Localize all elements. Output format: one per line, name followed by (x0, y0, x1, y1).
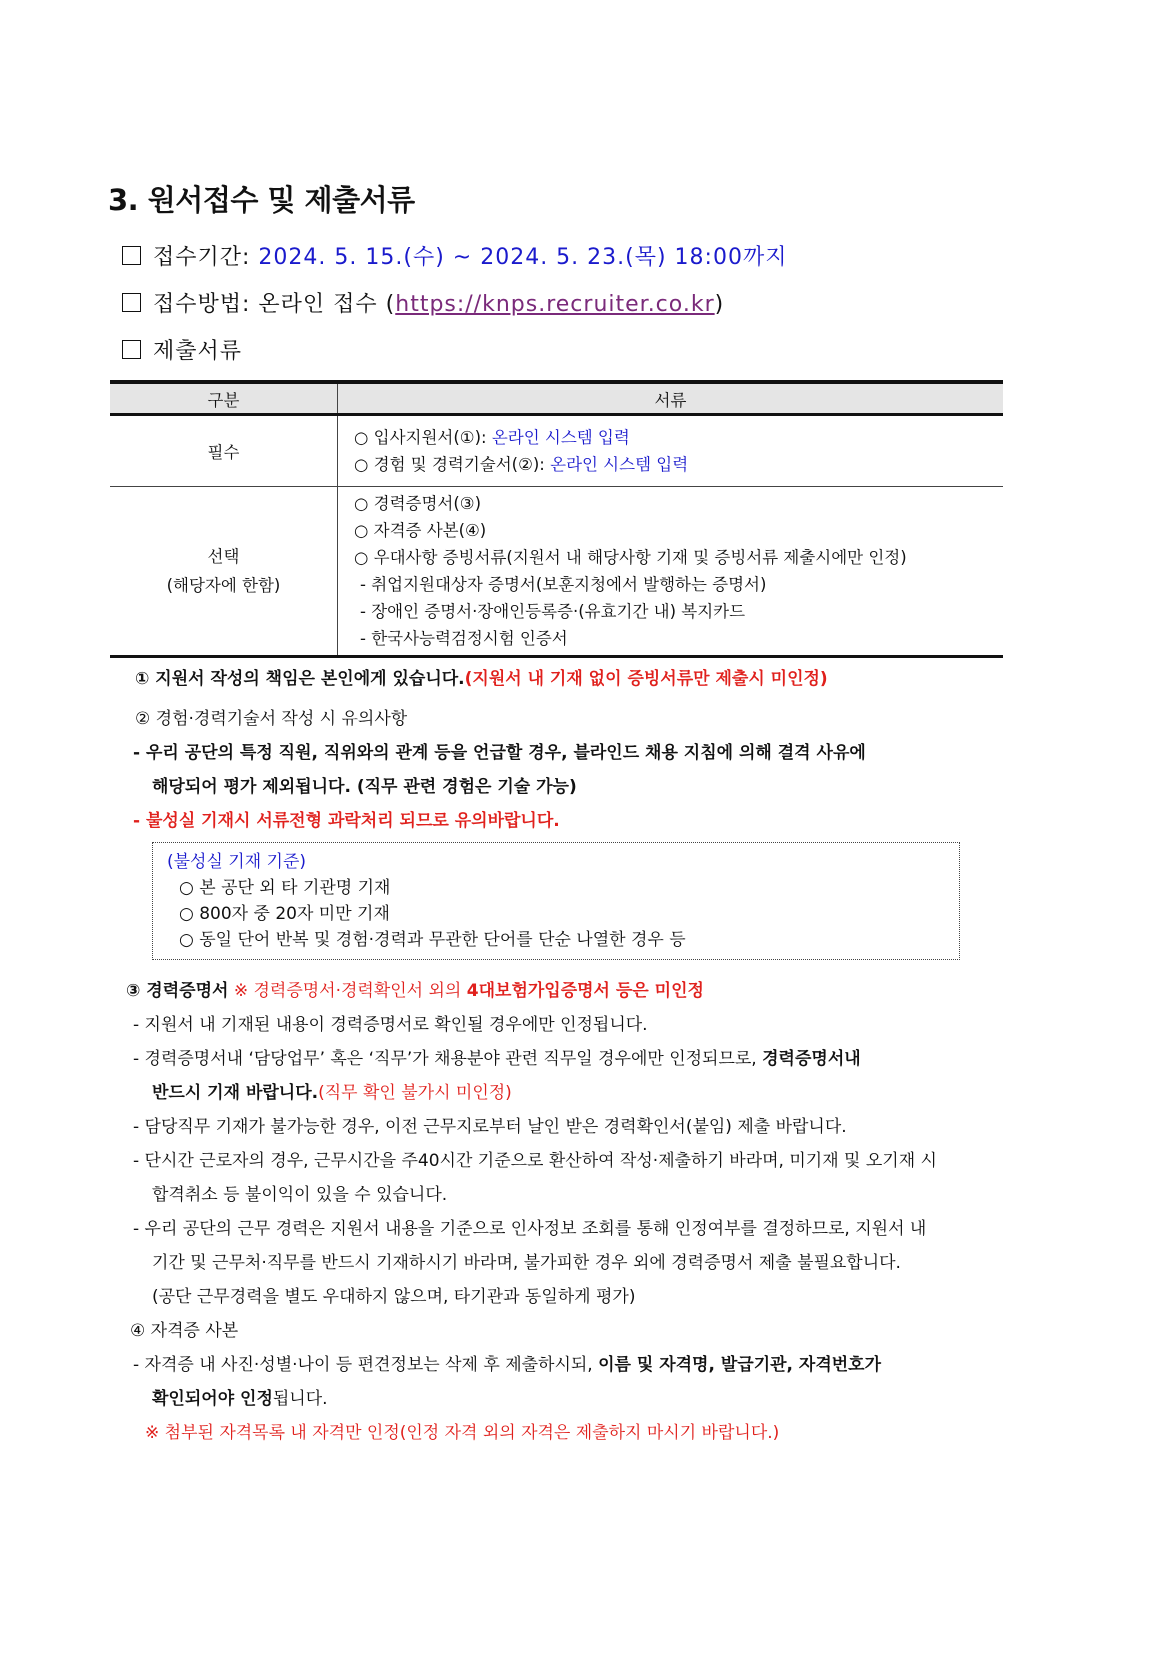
table-row (110, 415, 1003, 487)
note-line: - 우리 공단의 근무 경력은 지원서 내용을 기준으로 인사정보 조회를 통해 인정여부를 결정하므로, 지원서 내 (133, 1219, 927, 1239)
note-warning: (직무 확인 불가시 미인정) (318, 1083, 512, 1103)
note-line (133, 1348, 1020, 1382)
doc-item: - 한국사능력검정시험 인증서 (360, 629, 568, 648)
docs-line (122, 328, 1170, 375)
note-warning: ※ 경력증명서·경력확인서 외의 (233, 981, 467, 1001)
method-line (122, 281, 1170, 328)
note-warning-bold: 4대보험가입증명서 등은 미인정 (466, 981, 704, 1001)
note-3-title (126, 974, 1020, 1008)
doc-item (354, 451, 999, 478)
note-text: - 자격증 내 사진·성별·나이 등 편견정보는 삭제 후 제출하시되, (133, 1355, 599, 1375)
doc-item (354, 424, 999, 451)
doc-item: - 취업지원대상자 증명서(보훈지청에서 발행하는 증명서) (360, 575, 767, 594)
header-category: 구분 (110, 382, 338, 415)
note-line: - 단시간 근로자의 경우, 근무시간을 주40시간 기준으로 환산하여 작성·제출하기 바라며, 미기재 및 오기재 시 (133, 1151, 937, 1171)
note-line: 합격취소 등 불이익이 있을 수 있습니다. (152, 1185, 448, 1205)
note-text: - 경력증명서내 ‘담당업무’ 혹은 ‘직무’가 채용분야 관련 직무일 경우에만 인정되므로, (133, 1049, 763, 1069)
category-label: 선택 (207, 547, 240, 566)
note-line: 기간 및 근무처·직무를 반드시 기재하시기 바라며, 불가피한 경우 외에 경력증명서 제출 불필요합니다. (152, 1253, 901, 1273)
checkbox-square-icon (122, 293, 141, 312)
note-text: 됩니다. (272, 1389, 328, 1409)
note-line: - 우리 공단의 특정 직원, 직위와의 관계 등을 언급할 경우, 블라인드 채용 지침에 의해 결격 사유에 (133, 743, 866, 763)
note-bold: 경력증명서내 (762, 1049, 861, 1069)
note-4-title: ④ 자격증 사본 (130, 1321, 239, 1341)
header-documents: 서류 (338, 382, 1004, 415)
box-item: ○ 본 공단 외 타 기관명 기재 (179, 878, 391, 898)
doc-text: ○ 입사지원서(①): (354, 428, 492, 447)
box-item: ○ 800자 중 20자 미만 기재 (179, 904, 390, 924)
doc-text: ○ 경험 및 경력기술서(②): (354, 455, 551, 474)
documents-cell (338, 487, 1004, 657)
doc-item: ○ 경력증명서(③) (354, 494, 482, 513)
note-bold: 이름 및 자격명, 발급기관, 자격번호가 (598, 1355, 882, 1375)
category-cell (110, 487, 338, 657)
note-text: ① 지원서 작성의 책임은 본인에게 있습니다. (135, 669, 465, 689)
doc-item: ○ 우대사항 증빙서류(지원서 내 해당사항 기재 및 증빙서류 제출시에만 인정) (354, 548, 907, 567)
table-header (110, 382, 1003, 415)
docs-label: 제출서류 (153, 339, 243, 364)
box-title: (불성실 기재 기준) (167, 852, 307, 872)
note-2-title: ② 경험·경력기술서 작성 시 유의사항 (135, 709, 408, 729)
doc-item: - 장애인 증명서·장애인등록증·(유효기간 내) 복지카드 (360, 602, 746, 621)
note-warning: (지원서 내 기재 없이 증빙서류만 제출시 미인정) (464, 669, 828, 689)
category-sublabel: (해당자에 한함) (166, 576, 281, 595)
period-value: 2024. 5. 15.(수) ~ 2024. 5. 23.(목) 18:00까지 (258, 245, 788, 270)
note-line: - 담당직무 기재가 불가능한 경우, 이전 근무지로부터 날인 받은 경력확인서(붙임) 제출 바랍니다. (133, 1117, 847, 1137)
section-title: 3. 원서접수 및 제출서류 (108, 183, 415, 217)
checkbox-square-icon (122, 340, 141, 359)
insincere-criteria-box (152, 842, 960, 960)
note-line (152, 1076, 1020, 1110)
period-label: 접수기간: (153, 245, 251, 270)
documents-cell (338, 415, 1004, 487)
doc-item: ○ 자격증 사본(④) (354, 521, 487, 540)
note-line: 해당되어 평가 제외됩니다. (직무 관련 경험은 기술 가능) (152, 777, 577, 797)
box-item: ○ 동일 단어 반복 및 경험·경력과 무관한 단어를 단순 나열한 경우 등 (179, 930, 686, 950)
period-line (122, 234, 1170, 281)
method-close: ) (714, 292, 725, 317)
checkbox-square-icon (122, 246, 141, 265)
note-title: ③ 경력증명서 (126, 981, 229, 1001)
doc-accent: 온라인 시스템 입력 (550, 455, 689, 474)
note-line (152, 1382, 1020, 1416)
note-1 (135, 662, 1020, 696)
note-bold: 반드시 기재 바랍니다. (152, 1083, 319, 1103)
recruit-link[interactable]: https://knps.recruiter.co.kr (395, 292, 715, 317)
doc-accent: 온라인 시스템 입력 (491, 428, 630, 447)
note-line (133, 1042, 1020, 1076)
note-warning: ※ 첨부된 자격목록 내 자격만 인정(인정 자격 외의 자격은 제출하지 마시기 바랍니다.) (145, 1423, 780, 1443)
note-line: - 지원서 내 기재된 내용이 경력증명서로 확인될 경우에만 인정됩니다. (133, 1015, 648, 1035)
table-row (110, 487, 1003, 657)
note-warning: - 불성실 기재시 서류전형 과락처리 되므로 유의바랍니다. (133, 811, 560, 831)
category-cell: 필수 (110, 415, 338, 487)
method-label: 접수방법: 온라인 접수 ( (153, 292, 396, 317)
note-line: (공단 근무경력을 별도 우대하지 않으며, 타기관과 동일하게 평가) (152, 1287, 636, 1307)
note-bold: 확인되어야 인정 (152, 1389, 273, 1409)
documents-table (110, 380, 1003, 658)
